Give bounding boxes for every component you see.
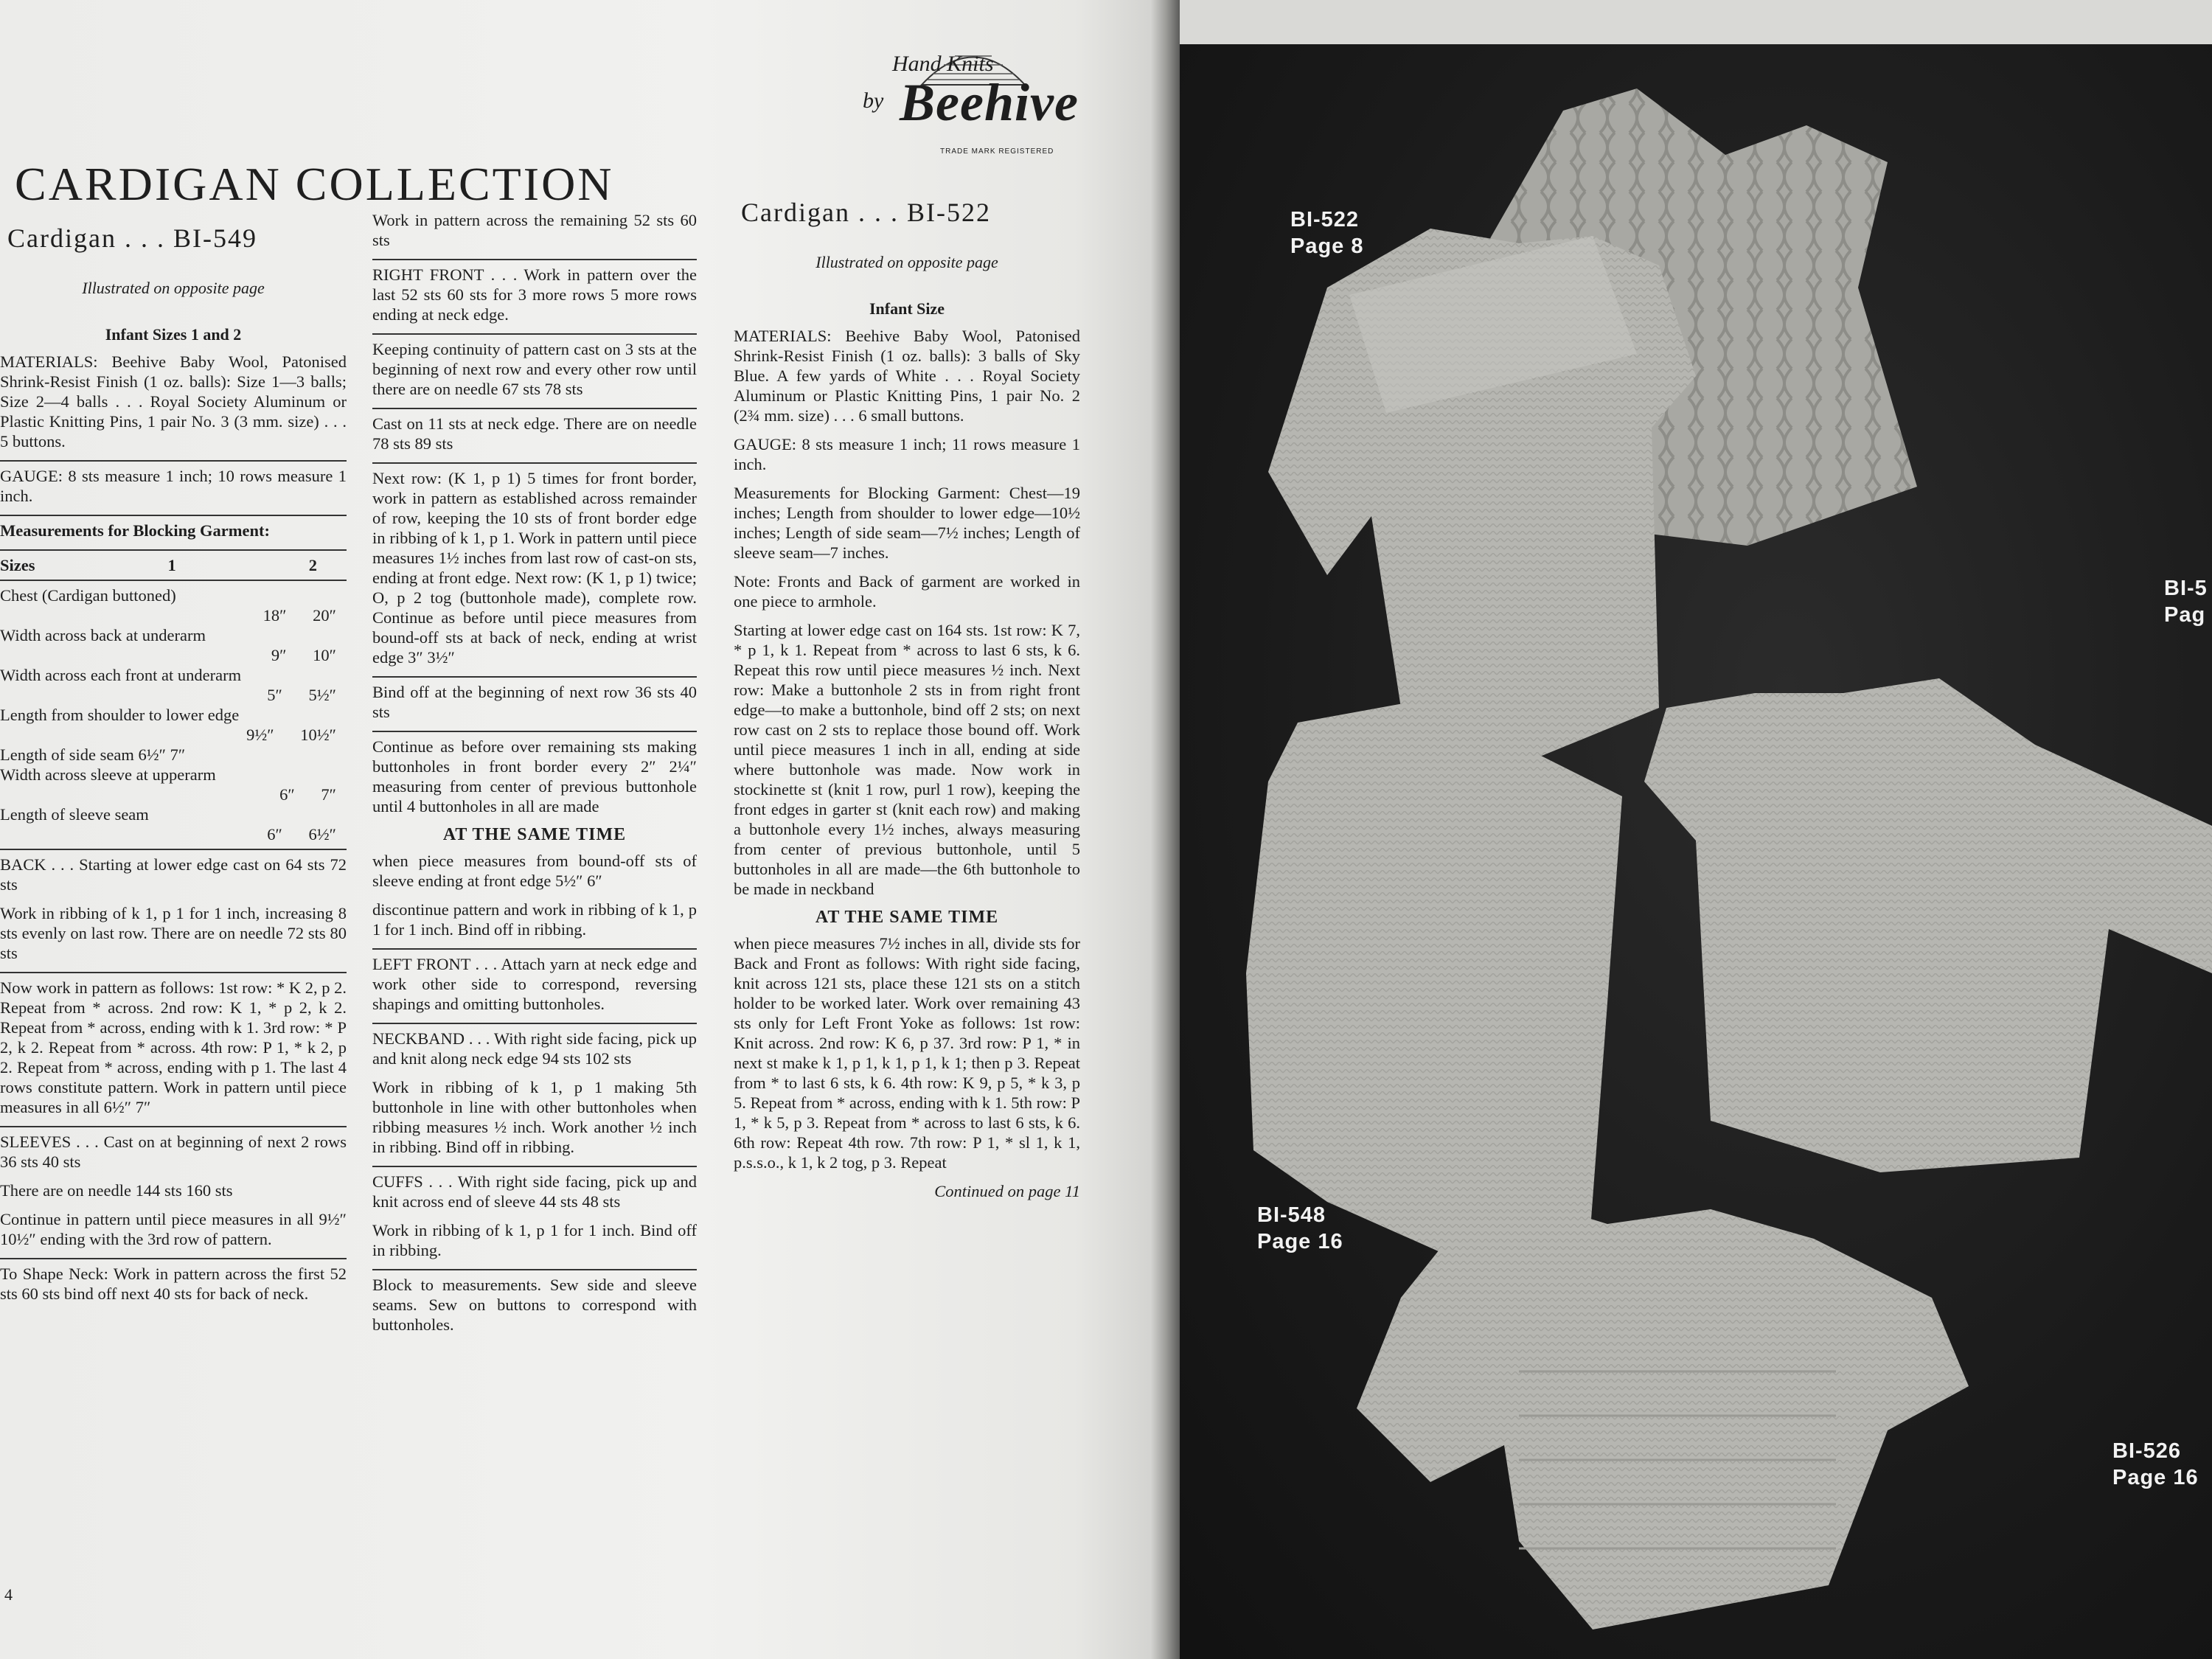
sleeves-instructions: SLEEVES . . . Cast on at beginning of next 2 rows 36 sts 40 sts [0, 1133, 347, 1171]
logo-tagline: Hand Knits [892, 52, 994, 76]
instruction-paragraph: when piece measures from bound-off sts of sleeve ending at front edge 5½″ 6″ [372, 852, 697, 890]
sleeves-count: There are on needle 144 sts 160 sts [0, 1181, 233, 1200]
divider [372, 1269, 697, 1270]
measurements: Measurements for Blocking Garment: Chest—19 inches; Length from shoulder to lower edge—10½ inches; Length of side seam—7½ inches; Length of sleeve seam—7 inches. [734, 484, 1080, 562]
logo-brand: Beehive [900, 73, 1079, 132]
right-front: RIGHT FRONT . . . Work in pattern over the last 52 sts 60 sts for 3 more rows 5 more rows ending at neck edge. [372, 265, 697, 324]
column-bi549-continued [372, 210, 697, 1343]
measurement-row: Length from shoulder to lower edge 9½″ 10½″ [0, 706, 336, 744]
pattern-rows: Now work in pattern as follows: 1st row: * K 2, p 2. Repeat from * across. 2nd row: K 1, * p 2, k 2. Repeat from * across, ending with k 1. 3rd row: * P 2, k 2. Repeat from * across. 4th row: P 1, * k 2, p 2. Repeat from * across, ending with p 1. The last 4 rows constitute pattern. Work in pattern until piece measures in all 6½″ 7″ [0, 978, 347, 1116]
measurements-header: Measurements for Blocking Garment: [0, 521, 270, 540]
starting-instructions: Starting at lower edge cast on 164 sts. 1st row: K 7, * p 1, k 1. Repeat from * across to last 6 sts, k 6. Repeat this row until piece measures ½ inch. Next row: Make a buttonhole 2 sts in from right front edge—to make a buttonhole, bind off 2 sts; on next row cast on 2 sts to replace those bound off. Work until piece measures 1 inch in all, ending at side where buttonhole was made. Now work in stockinette st (knit 1 row, purl 1 row), keeping the front edges in garter st (knit each row) and making a buttonhole every 1½ inches, always measuring from center of previous buttonhole, until 5 buttonholes in all are made—the 6th buttonhole to be made in neckband [734, 621, 1080, 898]
illustrated-note: Illustrated on opposite page [815, 253, 998, 271]
note: Note: Fronts and Back of garment are worked in one piece to armhole. [734, 572, 1080, 611]
divider [372, 1166, 697, 1167]
beehive-logo [848, 37, 1079, 170]
instruction-paragraph: Continue as before over remaining sts making buttonholes in front border every 2″ 2¼″ measuring from center of previous buttonhole until 4 buttonholes in all are made [372, 737, 697, 815]
divider [0, 1126, 347, 1127]
divider [372, 676, 697, 678]
instruction-paragraph: Bind off at the beginning of next row 36 sts 40 sts [372, 683, 697, 721]
divider [372, 259, 697, 260]
divider [0, 972, 347, 973]
bi526-cardigan [1357, 1187, 1969, 1630]
instruction-paragraph: Next row: (K 1, p 1) 5 times for front border, work in pattern as established across remainder of row, keeping the 10 sts of front border edge in ribbing of k 1, p 1. Work in pattern until piece measures 1½ inches from last row of cast-on sts, ending at front edge. Next row: (K 1, p 1) twice; O, p 2 tog (buttonhole made), complete row. Continue as before until piece measures from bound-off sts at back of neck, ending at wrist edge 3″ 3½″ [372, 469, 697, 667]
instruction-paragraph: Cast on 11 sts at neck edge. There are on needle 78 sts 89 sts [372, 414, 697, 453]
divider [0, 1258, 347, 1259]
divide-instructions: when piece measures 7½ inches in all, divide sts for Back and Front as follows: With right side facing, knit across 121 sts, place these 121 sts on a stitch holder to be worked later. Work over remaining 43 sts only for Left Front Yoke as follows: 1st row: Knit across. 2nd row: K 6, p 37. 3rd row: P 1, * in next st make k 1, p 1, k 1, p 1, k 1; then p 3. Repeat from * to last 6 sts, k 6. 4th row: K 9, p 5, * k 3, p 5. Repeat from * across, ending with k 1. 5th row: P 1, * k 5, p 3. Repeat from * across to last 6 sts, k 6. 6th row: Repeat 4th row. 7th row: P 1, * sl 1, k 1, p.s.s.o., k 1, k 2 tog, p 3. Repeat [734, 934, 1080, 1172]
measurement-row: Width across each front at underarm 5″ 5½″ [0, 666, 336, 704]
gauge: GAUGE: 8 sts measure 1 inch; 10 rows measure 1 inch. [0, 467, 347, 505]
illustrated-note: Illustrated on opposite page [82, 279, 265, 297]
divider [0, 849, 347, 850]
garment-photo [1150, 44, 2212, 1659]
column-bi522 [734, 198, 1080, 1201]
instruction-paragraph: Work in pattern across the remaining 52 sts 60 sts [372, 211, 697, 249]
divider [372, 333, 697, 335]
right-page-top-edge [1150, 0, 2212, 44]
divider [0, 515, 347, 516]
page-heading: CARDIGAN COLLECTION [15, 157, 614, 210]
divider [0, 549, 347, 551]
gauge: GAUGE: 8 sts measure 1 inch; 11 rows measure 1 inch. [734, 435, 1080, 473]
finishing: Block to measurements. Sew side and sleeve seams. Sew on buttons to correspond with buttonholes. [372, 1276, 697, 1334]
instruction-paragraph: Work in ribbing of k 1, p 1 for 1 inch. Bind off in ribbing. [372, 1221, 697, 1259]
cuffs: CUFFS . . . With right side facing, pick up and knit across end of sleeve 44 sts 48 sts [372, 1172, 697, 1211]
same-time-header: AT THE SAME TIME [442, 825, 627, 844]
size-label: Infant Size [869, 299, 945, 318]
divider [372, 1023, 697, 1024]
measurement-row: Chest (Cardigan buttoned) 18″ 20″ [0, 586, 336, 625]
size-col-2: 2 [308, 556, 317, 574]
continued-note: Continued on page 11 [934, 1182, 1080, 1200]
divider [0, 460, 347, 462]
size-table-header [0, 555, 347, 575]
instruction-paragraph: Work in ribbing of k 1, p 1 making 5th buttonhole in line with other buttonholes when ribbing measures ½ inch. Work another ½ inch in ribbing. Bind off in ribbing. [372, 1078, 697, 1156]
label-bi522: BI-522 Page 8 [1290, 208, 1364, 258]
round-neck-cardigan [1644, 678, 2212, 1172]
measurement-row: Length of sleeve seam 6″ 6½″ [0, 805, 336, 844]
materials: MATERIALS: Beehive Baby Wool, Patonised Shrink-Resist Finish (1 oz. balls): 3 balls of Sky Blue. A few yards of White . . . Royal Society Aluminum or Plastic Knitting Pins, 1 pair No. 2 (2¾ mm. size) . . . 6 small buttons. [734, 327, 1080, 425]
divider [0, 580, 347, 581]
label-bi5xx: BI-5 Pag [2164, 577, 2208, 627]
measurement-row: Length of side seam 6½″ 7″ [0, 745, 186, 764]
column-bi549 [0, 223, 347, 1312]
label-bi548: BI-548 Page 16 [1257, 1203, 1343, 1253]
pattern-title: Cardigan . . . BI-522 [741, 198, 991, 227]
size-col-label: Sizes [0, 556, 35, 574]
divider [372, 408, 697, 409]
pattern-title: Cardigan . . . BI-549 [7, 223, 257, 253]
back-instructions: BACK . . . Starting at lower edge cast on 64 sts 72 sts [0, 855, 347, 894]
shape-neck: To Shape Neck: Work in pattern across the first 52 sts 60 sts bind off next 40 sts for back of neck. [0, 1265, 347, 1303]
page-number: 4 [4, 1585, 13, 1604]
size-label: Infant Sizes 1 and 2 [105, 325, 242, 344]
back-ribbing: Work in ribbing of k 1, p 1 for 1 inch, increasing 8 sts evenly on last row. There are on needle 72 sts 80 sts [0, 904, 347, 962]
bi522-cardigan [1268, 229, 1696, 774]
same-time-header: AT THE SAME TIME [815, 908, 999, 927]
materials: MATERIALS: Beehive Baby Wool, Patonised Shrink-Resist Finish (1 oz. balls): Size 1—3 balls; Size 2—4 balls . . . Royal Society Aluminum or Plastic Knitting Pins, 1 pair No. 3 (3 mm. size) . . . 5 buttons. [0, 352, 347, 451]
divider [372, 948, 697, 950]
size-col-1: 1 [167, 556, 176, 574]
left-front: LEFT FRONT . . . Attach yarn at neck edge and work other side to correspond, reversing shapings and omitting buttonholes. [372, 955, 697, 1013]
instruction-paragraph: discontinue pattern and work in ribbing of k 1, p 1 for 1 inch. Bind off in ribbing. [372, 900, 697, 939]
label-bi526: BI-526 Page 16 [2112, 1439, 2199, 1489]
neckband: NECKBAND . . . With right side facing, pick up and knit along neck edge 94 sts 102 sts [372, 1029, 697, 1068]
measurement-row: Width across back at underarm 9″ 10″ [0, 626, 336, 664]
divider [372, 462, 697, 464]
logo-by: by [863, 88, 884, 113]
divider [372, 731, 697, 732]
instruction-paragraph: Keeping continuity of pattern cast on 3 sts at the beginning of next row and every other row until there are on needle 67 sts 78 sts [372, 340, 697, 398]
logo-trademark: TRADE MARK REGISTERED [940, 147, 1054, 156]
measurement-row: Width across sleeve at upperarm 6″ 7″ [0, 765, 336, 804]
sleeves-continue: Continue in pattern until piece measures in all 9½″ 10½″ ending with the 3rd row of pattern. [0, 1210, 347, 1248]
